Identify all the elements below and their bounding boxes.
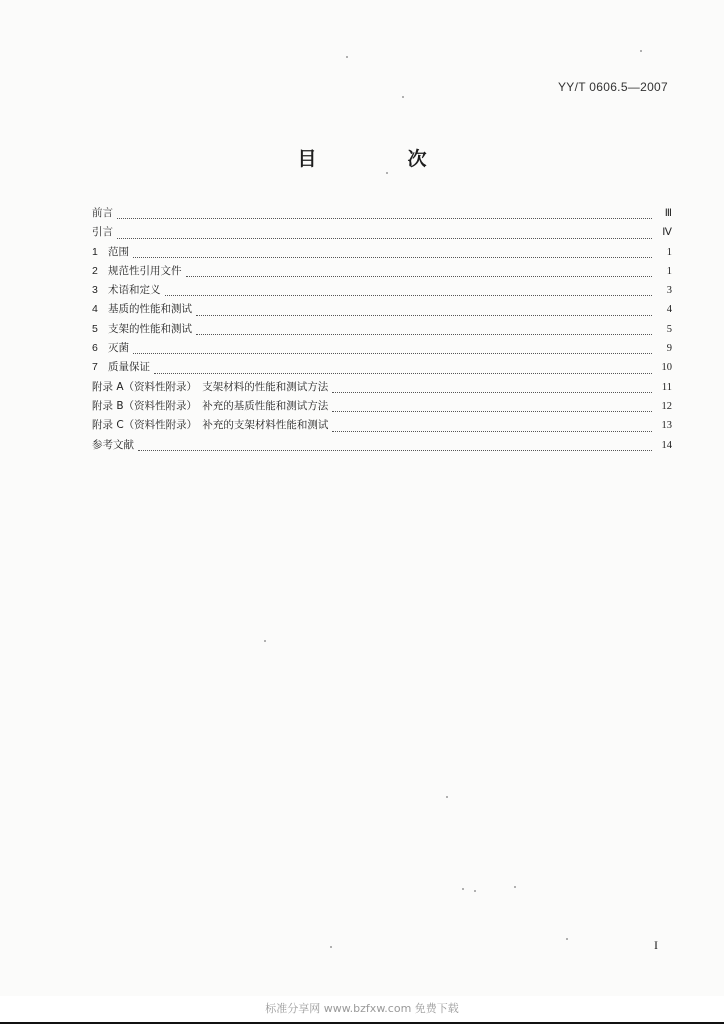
toc-entry-page: Ⅲ: [664, 208, 672, 219]
toc-dot-leader: [332, 431, 652, 432]
toc-entry: [92, 281, 672, 300]
scan-speck: [514, 886, 516, 888]
scan-speck: [566, 938, 568, 940]
toc-entry-number: 7: [92, 361, 98, 374]
scan-speck: [346, 56, 348, 58]
scan-speck: [264, 640, 266, 642]
page-number: I: [654, 938, 658, 952]
toc-entry-number: 1: [92, 245, 98, 258]
toc-entry: [92, 339, 672, 358]
toc-entry-label: 范围: [108, 245, 129, 258]
footer-bar: [0, 996, 724, 1024]
toc-entry: [92, 397, 672, 416]
toc-entry-page: 3: [666, 285, 672, 297]
toc-entry-label: 前言: [92, 207, 113, 219]
watermark-text: 标准分享网 www.bzfxw.com 免费下载: [265, 1002, 459, 1015]
toc-dot-leader: [117, 218, 652, 219]
toc-entry-page: 14: [661, 439, 672, 451]
toc-entry-label: 附录 A（资料性附录） 支架材料的性能和测试方法: [92, 380, 329, 393]
toc-dot-leader: [154, 373, 652, 374]
toc-entry-label: 术语和定义: [108, 284, 161, 297]
toc-dot-leader: [196, 315, 652, 316]
toc-entry-label: 质量保证: [108, 361, 150, 374]
scan-speck: [446, 796, 448, 798]
toc-entry-label: 基质的性能和测试: [108, 303, 192, 316]
toc-entry: [92, 358, 672, 377]
toc-entry: [92, 262, 672, 281]
toc-dot-leader: [133, 353, 652, 354]
scan-speck: [462, 888, 464, 890]
toc-dot-leader: [186, 276, 653, 277]
toc-dot-leader: [332, 411, 652, 412]
toc-title: 目 次: [297, 148, 463, 170]
toc-entry-label: 参考文献: [92, 438, 134, 451]
toc-entry-page: 4: [666, 304, 672, 316]
toc-dot-leader: [138, 450, 652, 451]
toc-entry-label: 附录 B（资料性附录） 补充的基质性能和测试方法: [92, 399, 329, 412]
toc-entry-number: 3: [92, 284, 98, 297]
toc-dot-leader: [133, 257, 652, 258]
toc-entry-page: Ⅳ: [662, 227, 672, 239]
toc-entry-label: 附录 C（资料性附录） 补充的支架材料性能和测试: [92, 419, 329, 432]
toc-dot-leader: [332, 392, 652, 393]
toc-entry: [92, 243, 672, 262]
toc-entry-number: 6: [92, 342, 98, 355]
scan-speck: [474, 890, 476, 892]
toc-entry-label: 引言: [92, 226, 113, 239]
toc-entry: [92, 416, 672, 435]
toc-dot-leader: [196, 334, 652, 335]
toc-entry-number: 4: [92, 303, 98, 316]
toc-entry-page: 13: [661, 420, 672, 432]
toc-entry-page: 12: [661, 400, 672, 412]
toc-dot-leader: [117, 238, 652, 239]
toc-entry-number: 2: [92, 264, 98, 277]
toc-entry: [92, 320, 672, 339]
toc-entry-page: 1: [666, 246, 672, 258]
toc-entry-number: 5: [92, 322, 98, 335]
toc-entry: [92, 300, 672, 319]
toc-dot-leader: [165, 295, 653, 296]
toc-entry: [92, 223, 672, 242]
toc-entry-page: 9: [666, 343, 672, 355]
scan-speck: [330, 946, 332, 948]
toc-entry-page: 5: [666, 323, 672, 335]
scan-speck: [386, 172, 388, 174]
toc-entry: [92, 436, 672, 455]
toc-entry-page: 11: [661, 381, 672, 393]
toc-entry-page: 10: [661, 362, 672, 374]
toc-entry: [92, 204, 672, 223]
toc-entry-label: 规范性引用文件: [108, 264, 182, 277]
toc-entry-label: 灭菌: [108, 342, 129, 355]
table-of-contents: [92, 204, 672, 455]
scan-speck: [640, 50, 642, 52]
toc-entry-page: 1: [666, 265, 672, 277]
toc-entry-label: 支架的性能和测试: [108, 322, 192, 335]
toc-entry: [92, 378, 672, 397]
document-code: YY/T 0606.5—2007: [558, 80, 668, 94]
scan-speck: [402, 96, 404, 98]
